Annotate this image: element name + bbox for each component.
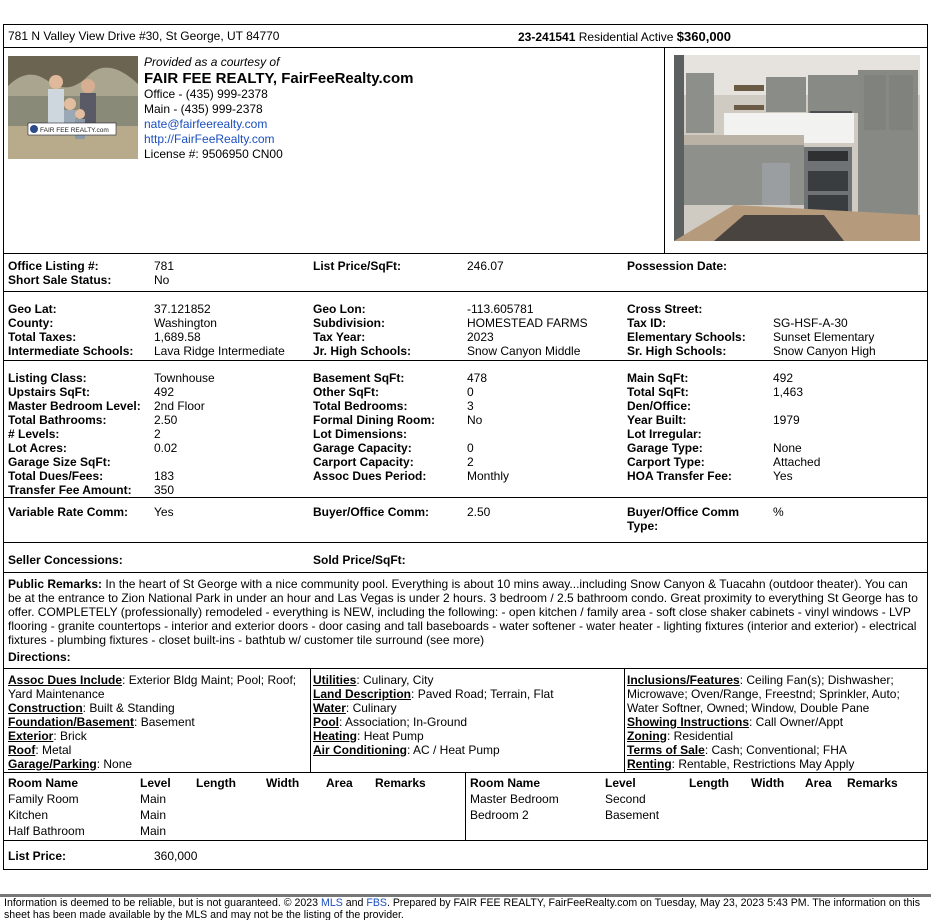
short-sale-value: No (154, 273, 170, 287)
buyer-office-comm-type-label-line1: Buyer/Office Comm (627, 505, 740, 519)
tax-year-label: Tax Year: (313, 330, 366, 344)
total-taxes-label: Total Taxes: (8, 330, 77, 344)
detail-label: Master Bedroom Level: (8, 399, 141, 413)
type-status: Residential Active (578, 30, 674, 44)
feature-label: Inclusions/Features (627, 673, 740, 687)
detail-value: 350 (154, 483, 175, 497)
detail-value: 0 (467, 385, 474, 399)
features-col-3 (627, 673, 925, 771)
geo-lat-label: Geo Lat: (8, 302, 57, 316)
detail-label: Other SqFt: (313, 385, 379, 399)
detail-value: 2.50 (154, 413, 178, 427)
mls-number: 23-241541 (518, 30, 576, 44)
feature-row (627, 701, 925, 715)
short-sale-label: Short Sale Status: (8, 273, 112, 287)
room-level: Main (140, 808, 167, 822)
room-level: Main (140, 792, 167, 806)
detail-label: Total Dues/Fees: (8, 469, 104, 483)
buyer-office-comm-type-label-line2: Type: (627, 519, 659, 533)
feature-value: Rentable, Restrictions May Apply (678, 757, 855, 771)
footer-text-1: Information is deemed to be reliable, but is not guaranteed. © 2023 (4, 897, 321, 909)
variable-rate-comm-label: Variable Rate Comm: (8, 505, 129, 519)
feature-row (8, 687, 306, 701)
features-col-2 (313, 673, 621, 757)
feature-label: Roof (8, 743, 36, 757)
agent-info (144, 55, 414, 162)
tax-year-value: 2023 (467, 330, 494, 344)
subdivision-value: HOMESTEAD FARMS (467, 316, 588, 330)
agent-email-link[interactable]: nate@fairfeerealty.com (144, 117, 268, 131)
license-number: License #: 9506950 CN00 (144, 147, 283, 161)
detail-col-3-labels (627, 371, 732, 483)
detail-label: Garage Size SqFt: (8, 455, 111, 469)
features-divider (310, 669, 311, 772)
intermediate-schools-label: Intermediate Schools: (8, 344, 134, 358)
feature-value: Exterior Bldg Maint; Pool; Roof; (128, 673, 297, 687)
detail-value: Attached (773, 455, 821, 469)
detail-label: Garage Type: (627, 441, 703, 455)
geo-fields-block (4, 292, 927, 361)
feature-row: Zoning: Residential (627, 729, 734, 743)
feature-label: Water (313, 701, 346, 715)
agent-website-link[interactable]: http://FairFeeRealty.com (144, 132, 275, 146)
list-price-sqft-label: List Price/SqFt: (313, 259, 402, 273)
logo-text: FAIR FEE REALTY.com (40, 127, 109, 134)
feature-label: Utilities (313, 673, 357, 687)
feature-row: Showing Instructions: Call Owner/Appt (627, 715, 844, 729)
feature-label: Foundation/Basement (8, 715, 135, 729)
detail-col-2-labels (313, 371, 435, 483)
detail-fields-block (4, 361, 927, 498)
rooms-divider (465, 773, 466, 840)
feature-label: Construction (8, 701, 83, 715)
feature-label: Land Description (313, 687, 412, 701)
detail-label: Transfer Fee Amount: (8, 483, 132, 497)
agent-family-photo (8, 56, 138, 159)
detail-value (773, 427, 820, 441)
office-listing-value: 781 (154, 259, 175, 273)
detail-value (154, 455, 215, 469)
detail-label: Carport Type: (627, 455, 705, 469)
feature-value: Culinary, City (363, 673, 434, 687)
feature-row: Inclusions/Features: Ceiling Fan(s); Dishwasher; (627, 673, 894, 687)
room-length-header: Length (689, 776, 729, 790)
public-remarks (8, 577, 923, 647)
feature-label: Terms of Sale (627, 743, 705, 757)
disclaimer-footer (4, 897, 928, 920)
elementary-schools-label: Elementary Schools: (627, 330, 746, 344)
rooms-table (4, 773, 927, 841)
buyer-office-comm-label: Buyer/Office Comm: (313, 505, 430, 519)
detail-value (467, 427, 509, 441)
detail-label: Total Bathrooms: (8, 413, 107, 427)
buyer-office-comm-type-label (627, 505, 739, 533)
detail-value: 1,463 (773, 385, 804, 399)
room-name: Half Bathroom (8, 824, 85, 838)
detail-col-1-labels (8, 371, 141, 497)
fbs-link[interactable]: FBS (366, 897, 387, 909)
room-level-header: Level (140, 776, 171, 790)
feature-value: Ceiling Fan(s); Dishwasher; (746, 673, 894, 687)
feature-value: None (103, 757, 133, 771)
office-phone: Office - (435) 999-2378 (144, 87, 268, 101)
room-level: Basement (605, 808, 660, 822)
detail-label: Total Bedrooms: (313, 399, 408, 413)
feature-value: Heat Pump (363, 729, 424, 743)
concessions-block (4, 543, 927, 573)
header-price: $360,000 (676, 29, 732, 44)
feature-value: Brick (60, 729, 87, 743)
detail-value: 2 (154, 427, 161, 441)
room-remarks-header: Remarks (847, 776, 898, 790)
feature-label: Zoning (627, 729, 667, 743)
detail-value: 492 (154, 385, 175, 399)
subdivision-label: Subdivision: (313, 316, 385, 330)
header-row (4, 25, 927, 48)
county-label: County: (8, 316, 54, 330)
feature-value: AC / Heat Pump (413, 743, 500, 757)
office-listing-label: Office Listing #: (8, 259, 99, 273)
detail-label: Assoc Dues Period: (313, 469, 427, 483)
feature-row: Renting: Rentable, Restrictions May Apply (627, 757, 855, 771)
feature-value: Call Owner/Appt (755, 715, 844, 729)
jr-high-schools-label: Jr. High Schools: (313, 344, 412, 358)
detail-label: Garage Capacity: (313, 441, 412, 455)
list-price-label: List Price: (8, 849, 67, 863)
agent-block (4, 48, 927, 254)
property-photo-box (664, 48, 927, 253)
feature-row: Pool: Association; In-Ground (313, 715, 468, 729)
feature-value: Residential (673, 729, 734, 743)
feature-value: Paved Road; Terrain, Flat (417, 687, 554, 701)
cross-street-label: Cross Street: (627, 302, 703, 316)
variable-rate-comm-value: Yes (154, 505, 174, 519)
main-phone: Main - (435) 999-2378 (144, 102, 263, 116)
geo-lon-value: -113.605781 (467, 302, 534, 316)
detail-label: HOA Transfer Fee: (627, 469, 732, 483)
feature-row: Water: Culinary (313, 701, 397, 715)
possession-date-label: Possession Date: (627, 259, 728, 273)
detail-value: 183 (154, 469, 175, 483)
sr-high-schools-value: Snow Canyon High (773, 344, 876, 358)
detail-value: 0.02 (154, 441, 178, 455)
public-remarks-label: Public Remarks: (8, 577, 103, 591)
feature-row: Land Description: Paved Road; Terrain, Flat (313, 687, 554, 701)
public-remarks-block (4, 573, 927, 669)
feature-row: Terms of Sale: Cash; Conventional; FHA (627, 743, 847, 757)
room-name: Bedroom 2 (470, 808, 529, 822)
feature-label: Assoc Dues Include (8, 673, 123, 687)
feature-row: Assoc Dues Include: Exterior Bldg Maint; Pool; Roof; (8, 673, 297, 687)
feature-label: Renting (627, 757, 672, 771)
detail-label: Main SqFt: (627, 371, 689, 385)
features-block (4, 669, 927, 773)
detail-value: Monthly (467, 469, 510, 483)
public-remarks-text: In the heart of St George with a nice community pool. Everything is about 10 mins away...including Snow Canyon & Tuacahn (outdoor theater). You can be at the entrance to Zion National Park in under an hour and Las Vegas is under 2 hours. 3 bedroom / 2.5 bathroom condo. Great proximity to everything St George has to offer. COMPLETELY (professionally) remodeled - everything is NEW, including the following: - open kitchen / family area - soft close shaker cabinets - vinyl windows - LVP flooring - granite countertops - interior and exterior doors - door casing and tall baseboards - water softener - water heater - lighting fixtures (interior and exterior) - electrical fixtures - plumbing fixtures - closet built-ins - bathtub w/ customer tile surround (see more) (8, 577, 918, 647)
listing-fields-block (4, 254, 927, 292)
detail-value: Yes (773, 469, 793, 483)
detail-label: Den/Office: (627, 399, 692, 413)
geo-lon-label: Geo Lon: (313, 302, 366, 316)
detail-value: None (773, 441, 802, 455)
feature-row: Foundation/Basement: Basement (8, 715, 195, 729)
feature-value: Microwave; Oven/Range, Freestnd; Sprinkler, Auto; (627, 687, 900, 701)
detail-value: 1979 (773, 413, 800, 427)
detail-value: Townhouse (154, 371, 215, 385)
list-price-row (4, 841, 927, 869)
feature-row: Construction: Built & Standing (8, 701, 175, 715)
detail-label: Total SqFt: (627, 385, 689, 399)
room-level: Main (140, 824, 167, 838)
detail-value: 2nd Floor (154, 399, 205, 413)
room-remarks-header: Remarks (375, 776, 426, 790)
room-width-header: Width (266, 776, 300, 790)
detail-label: Lot Dimensions: (313, 427, 408, 441)
jr-high-schools-value: Snow Canyon Middle (467, 344, 581, 358)
list-price-sqft-value: 246.07 (467, 259, 504, 273)
footer-text-2: . Prepared by FAIR FEE REALTY, FairFeeRealty.com on Tuesday, May 23, 2023 5:43 PM. The information on this sheet has been made available by the MLS and may not be the listing of the provider. (4, 897, 921, 920)
tax-id-value: SG-HSF-A-30 (773, 316, 848, 330)
feature-label: Garage/Parking (8, 757, 97, 771)
detail-col-3-values (773, 371, 820, 483)
listing-summary (518, 29, 731, 44)
detail-col-2-values (467, 371, 509, 483)
detail-label: Formal Dining Room: (313, 413, 435, 427)
kitchen-photo[interactable] (674, 55, 920, 241)
feature-row: Roof: Metal (8, 743, 72, 757)
feature-row: Heating: Heat Pump (313, 729, 424, 743)
feature-row: Air Conditioning: AC / Heat Pump (313, 743, 500, 757)
feature-row: Garage/Parking: None (8, 757, 133, 771)
courtesy-text: Provided as a courtesy of (144, 55, 280, 69)
footer-and: and (342, 897, 367, 909)
mls-link[interactable]: MLS (321, 897, 343, 909)
detail-value: 0 (467, 441, 474, 455)
feature-label: Exterior (8, 729, 54, 743)
room-name: Kitchen (8, 808, 49, 822)
feature-row: Utilities: Culinary, City (313, 673, 434, 687)
features-col-1 (8, 673, 306, 771)
features-divider (624, 669, 625, 772)
feature-value: Metal (42, 743, 72, 757)
intermediate-schools-value: Lava Ridge Intermediate (154, 344, 285, 358)
detail-col-1-values (154, 371, 215, 497)
county-value: Washington (154, 316, 217, 330)
detail-value: 2 (467, 455, 474, 469)
room-area-header: Area (326, 776, 353, 790)
feature-row (627, 687, 925, 701)
list-price-value: 360,000 (154, 849, 198, 863)
detail-label: Lot Acres: (8, 441, 67, 455)
feature-label: Heating (313, 729, 358, 743)
detail-value: 492 (773, 371, 794, 385)
room-level: Second (605, 792, 646, 806)
detail-value: 3 (467, 399, 474, 413)
feature-value: Association; In-Ground (345, 715, 468, 729)
room-level-header: Level (605, 776, 636, 790)
feature-label: Pool (313, 715, 339, 729)
detail-value: No (467, 413, 483, 427)
seller-concessions-label: Seller Concessions: (8, 553, 123, 567)
room-name: Family Room (8, 792, 79, 806)
feature-row: Exterior: Brick (8, 729, 87, 743)
detail-label: Carport Capacity: (313, 455, 414, 469)
feature-value: Basement (140, 715, 195, 729)
room-width-header: Width (751, 776, 785, 790)
property-address: 781 N Valley View Drive #30, St George, UT 84770 (8, 29, 280, 43)
detail-label: Upstairs SqFt: (8, 385, 91, 399)
buyer-office-comm-type-value: % (773, 505, 784, 519)
sr-high-schools-label: Sr. High Schools: (627, 344, 727, 358)
feature-value: Yard Maintenance (8, 687, 105, 701)
detail-label: Year Built: (627, 413, 687, 427)
total-taxes-value: 1,689.58 (154, 330, 201, 344)
sold-price-sqft-label: Sold Price/SqFt: (313, 553, 406, 567)
directions-label: Directions: (8, 650, 71, 664)
tax-id-label: Tax ID: (627, 316, 667, 330)
room-name-header: Room Name (8, 776, 79, 790)
detail-value (773, 399, 820, 413)
detail-value: 478 (467, 371, 488, 385)
listing-sheet (3, 24, 928, 870)
room-length-header: Length (196, 776, 236, 790)
detail-label: Listing Class: (8, 371, 87, 385)
room-area-header: Area (805, 776, 832, 790)
feature-value: Cash; Conventional; FHA (711, 743, 847, 757)
feature-label: Showing Instructions (627, 715, 749, 729)
feature-value: Culinary (352, 701, 397, 715)
geo-lat-value: 37.121852 (154, 302, 211, 316)
brokerage-name: FAIR FEE REALTY, FairFeeRealty.com (144, 70, 414, 87)
room-name-header: Room Name (470, 776, 541, 790)
feature-label: Air Conditioning (313, 743, 407, 757)
elementary-schools-value: Sunset Elementary (773, 330, 875, 344)
detail-label: # Levels: (8, 427, 60, 441)
room-name: Master Bedroom (470, 792, 559, 806)
detail-label: Basement SqFt: (313, 371, 405, 385)
commission-block (4, 498, 927, 543)
feature-value: Water Softner, Owned; Window, Double Pane (627, 701, 870, 715)
buyer-office-comm-value: 2.50 (467, 505, 491, 519)
detail-label: Lot Irregular: (627, 427, 702, 441)
feature-value: Built & Standing (89, 701, 175, 715)
